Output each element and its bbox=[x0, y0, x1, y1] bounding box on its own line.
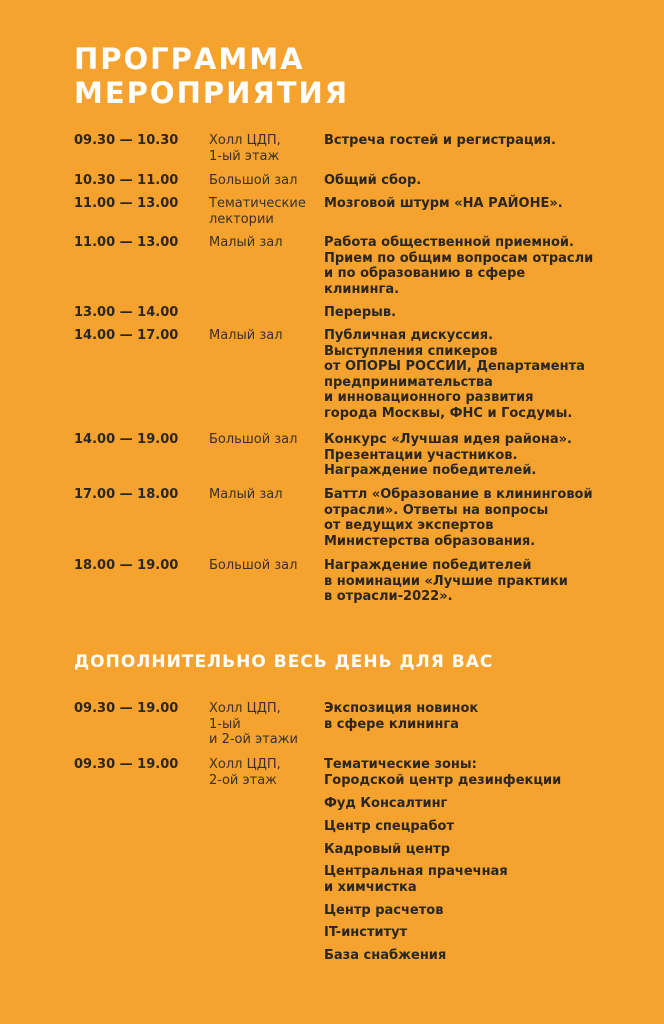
schedule-event bbox=[324, 305, 624, 321]
event-line: Выступления спикеров bbox=[324, 343, 498, 359]
event-line: Публичная дискуссия. bbox=[324, 328, 494, 343]
schedule-place bbox=[209, 432, 321, 448]
event-line: Награждение победителей bbox=[324, 558, 532, 573]
schedule-time: 13.00 — 14.00 bbox=[74, 305, 179, 320]
event-line: и инновационного развития bbox=[324, 390, 534, 405]
event-line: предпринимательства bbox=[324, 374, 493, 390]
schedule-time: 14.00 — 17.00 bbox=[74, 328, 179, 343]
event-line: Городской центр дезинфекции bbox=[324, 772, 562, 788]
zone-item bbox=[324, 842, 624, 858]
event-line: в сфере клининга bbox=[324, 716, 459, 732]
schedule-time: 09.30 — 10.30 bbox=[74, 133, 179, 148]
zone-line: Центральная прачечная bbox=[324, 864, 508, 879]
event-line: Мозговой штурм «НА РАЙОНЕ». bbox=[324, 196, 563, 211]
event-line: города Москвы, ФНС и Госдумы. bbox=[324, 405, 573, 421]
extra-place bbox=[209, 701, 321, 748]
zone-line: и химчистка bbox=[324, 879, 417, 895]
schedule-time: 14.00 — 19.00 bbox=[74, 432, 179, 447]
schedule-place bbox=[209, 487, 321, 503]
event-line: отрасли». Ответы на вопросы bbox=[324, 502, 549, 518]
event-line: Перерыв. bbox=[324, 305, 397, 320]
zone-item bbox=[324, 903, 624, 919]
event-line: в номинации «Лучшие практики bbox=[324, 573, 568, 589]
schedule-event bbox=[324, 173, 624, 189]
schedule-time: 17.00 — 18.00 bbox=[74, 487, 179, 502]
place-line: Малый зал bbox=[209, 235, 283, 250]
place-line: Холл ЦДП, bbox=[209, 701, 281, 716]
schedule-place bbox=[209, 558, 321, 574]
page-title bbox=[74, 42, 349, 110]
event-line: и по образованию в сфере bbox=[324, 266, 526, 281]
place-line: Тематические bbox=[209, 196, 306, 211]
schedule-event bbox=[324, 196, 624, 212]
place-line: Малый зал bbox=[209, 487, 283, 502]
extra-event bbox=[324, 701, 624, 732]
schedule-place bbox=[209, 235, 321, 251]
zone-item bbox=[324, 864, 624, 895]
zone-line: Центр спецработ bbox=[324, 819, 454, 834]
event-line: клининга. bbox=[324, 281, 400, 297]
schedule-event bbox=[324, 432, 624, 479]
event-line: от ОПОРЫ РОССИИ, Департамента bbox=[324, 359, 585, 374]
zone-item bbox=[324, 948, 624, 964]
schedule-event bbox=[324, 558, 624, 605]
event-line: в отрасли-2022». bbox=[324, 589, 453, 604]
place-line: Большой зал bbox=[209, 432, 298, 447]
place-line: 1-ый этаж bbox=[209, 148, 280, 164]
place-line: Большой зал bbox=[209, 558, 298, 573]
event-line: Награждение победителей. bbox=[324, 463, 537, 478]
zone-line: Центр расчетов bbox=[324, 903, 444, 918]
event-line: Экспозиция новинок bbox=[324, 701, 479, 716]
zone-line: Фуд Консалтинг bbox=[324, 796, 448, 811]
title-line-1: ПРОГРАММА bbox=[74, 42, 305, 76]
event-line: Министерства образования. bbox=[324, 533, 536, 549]
zone-line: Кадровый центр bbox=[324, 842, 451, 857]
title-line-2: МЕРОПРИЯТИЯ bbox=[74, 76, 350, 110]
place-line: Холл ЦДП, bbox=[209, 133, 281, 148]
zone-line: База снабжения bbox=[324, 948, 447, 963]
schedule-time: 11.00 — 13.00 bbox=[74, 196, 179, 211]
schedule-event bbox=[324, 487, 624, 549]
event-line: от ведущих экспертов bbox=[324, 518, 494, 533]
extra-time: 09.30 — 19.00 bbox=[74, 701, 179, 716]
place-line: Большой зал bbox=[209, 173, 298, 188]
schedule-place bbox=[209, 328, 321, 344]
event-line: Общий сбор. bbox=[324, 173, 422, 188]
place-line: Малый зал bbox=[209, 328, 283, 343]
extra-event bbox=[324, 757, 624, 788]
place-line: Холл ЦДП, bbox=[209, 757, 281, 772]
extra-section-title: ДОПОЛНИТЕЛЬНО ВЕСЬ ДЕНЬ ДЛЯ ВАС bbox=[74, 652, 494, 672]
schedule-event bbox=[324, 328, 624, 421]
schedule-time: 18.00 — 19.00 bbox=[74, 558, 179, 573]
schedule-place bbox=[209, 196, 321, 227]
event-line: Работа общественной приемной. bbox=[324, 235, 574, 250]
event-line: Встреча гостей и регистрация. bbox=[324, 133, 556, 148]
zone-item bbox=[324, 796, 624, 812]
zone-item bbox=[324, 925, 624, 941]
event-line: Тематические зоны: bbox=[324, 757, 477, 772]
event-line: Презентации участников. bbox=[324, 447, 518, 463]
extra-time: 09.30 — 19.00 bbox=[74, 757, 179, 772]
place-line: 2-ой этаж bbox=[209, 772, 277, 788]
schedule-place bbox=[209, 173, 321, 189]
event-line: Баттл «Образование в клининговой bbox=[324, 487, 593, 502]
schedule-event bbox=[324, 133, 624, 149]
place-line: 1-ый bbox=[209, 716, 241, 732]
schedule-time: 11.00 — 13.00 bbox=[74, 235, 179, 250]
schedule-event bbox=[324, 235, 624, 297]
schedule-time: 10.30 — 11.00 bbox=[74, 173, 179, 188]
place-line: лектории bbox=[209, 211, 274, 227]
place-line: и 2-ой этажи bbox=[209, 732, 298, 747]
zone-item bbox=[324, 819, 624, 835]
event-line: Конкурс «Лучшая идея района». bbox=[324, 432, 572, 447]
extra-place bbox=[209, 757, 321, 788]
schedule-place bbox=[209, 133, 321, 164]
zone-line: IT-институт bbox=[324, 925, 408, 940]
event-line: Прием по общим вопросам отрасли bbox=[324, 250, 594, 266]
